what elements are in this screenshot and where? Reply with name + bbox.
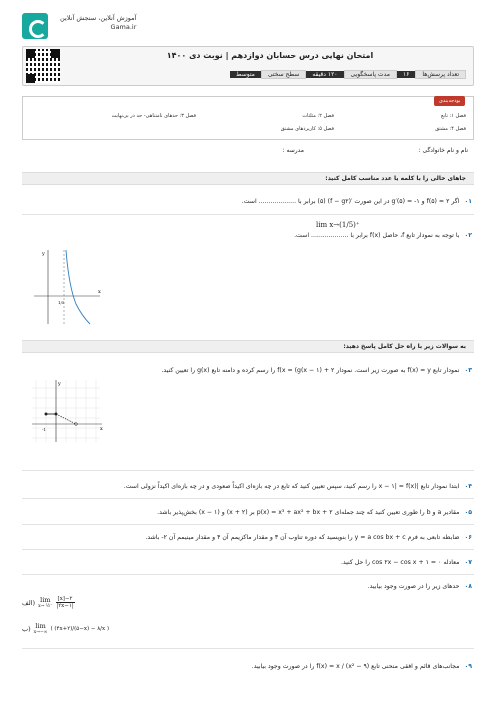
topic-item: فصل ۴: مشتق [435, 126, 466, 132]
question-text: حدهای زیر را در صورت وجود بیابید. [367, 583, 460, 590]
topic-item: فصل ۱: تابع [440, 113, 466, 119]
divider [22, 549, 474, 550]
point [55, 413, 58, 416]
question-1 [242, 197, 472, 206]
limit-expression: lim x→(1/5)⁺ [316, 221, 360, 229]
info-difficulty [230, 67, 306, 82]
question-text: معادله cos ۲x − cos x + ۱ = ۰ را حل کنید. [340, 559, 460, 566]
question-number: ۰۷ [464, 559, 472, 566]
part-label: ب) [22, 624, 31, 633]
school-field[interactable]: مدرسه : [282, 147, 304, 154]
question-number: ۰۸ [464, 583, 472, 590]
question-2 [294, 231, 472, 240]
question-text: مجانب‌های قائم و افقی منحنی تابع f(x) = x / (x² − ۹) را در صورت وجود بیابید. [251, 663, 460, 670]
info-value: ۱۶ [397, 71, 415, 78]
fraction-denominator: |۲x−۱| [56, 603, 74, 609]
lim-subscript: x→ ½⁻ [38, 604, 53, 609]
topics-card [22, 96, 474, 140]
info-label: مدت پاسخگویی [344, 70, 397, 79]
lim-word: lim [40, 596, 51, 604]
question-text: مقادیر a و b را طوری تعیین کنید که چند جمله‌ای p(x) = x³ + ax² + bx + ۲ بر (x + ۲) و (x − ۱) بخش‌پذیر باشد. [157, 509, 460, 516]
brand-tagline: آموزش آنلاین، سنجش آنلاین [60, 14, 137, 22]
question-text: نمودار تابع f(x) = y به صورت زیر است. نمودار ۲ + (۱ − f(x = (g(x را رسم کرده و دامنه تابع g(x) را تعیین کنید. [161, 367, 460, 374]
fraction-numerator: [x]−۲ [57, 596, 73, 602]
section-header: جاهای خالی را با کلمه یا عدد مناسب کامل کنید: [22, 172, 474, 185]
x-label: x [98, 289, 101, 295]
info-duration [306, 67, 397, 82]
open-point [75, 423, 77, 425]
graph-q2 [30, 246, 108, 328]
divider [22, 214, 474, 215]
question-number: ۰۴ [464, 483, 472, 490]
question-number: ۰۲ [464, 232, 472, 239]
part-label: الف) [22, 598, 36, 607]
tick-label: 1/5 [58, 300, 65, 305]
point [45, 413, 48, 416]
topic-item: فصل ۳: حدهای نامتناهی- حد در بی‌نهایت [111, 113, 196, 119]
graph-q3 [28, 376, 108, 444]
topic-item: فصل ۵: کاربردهای مشتق [280, 126, 334, 132]
question-text: با توجه به نمودار تابع f، حاصل f(x) برابر با ................... است. [294, 232, 460, 239]
y-label: y [42, 251, 45, 257]
divider [22, 648, 474, 649]
info-value: ۱۲۰ دقیقه [306, 71, 343, 78]
question-3 [161, 366, 472, 375]
topics-badge: بودجه‌بندی [434, 96, 465, 106]
question-number: ۰۵ [464, 509, 472, 516]
lim-subscript: x→−∞ [33, 630, 48, 635]
question-number: ۰۱ [464, 198, 472, 205]
question-8 [368, 582, 472, 591]
question-6 [145, 533, 472, 542]
tick-label: -1 [42, 427, 46, 432]
curve [66, 250, 90, 324]
lim-word: lim [35, 622, 46, 630]
section-header: به سوالات زیر با راه حل کامل پاسخ دهید: [22, 340, 474, 353]
limit-expression: ( (۴x+۲)/(۵−x) − ۸/x ) [50, 625, 110, 632]
info-question-count [397, 67, 466, 82]
question-4 [124, 482, 472, 491]
question-text: اگر ۲ = (۵)f و ۱- = (۵)′g در این صورت ′(f − g۲) (۵) برابر با ................... است. [241, 198, 460, 205]
exam-title: امتحان نهایی درس حسابان دوازدهم | نوبت دی ۱۴۰۰ [166, 51, 374, 60]
topic-item: فصل ۲: مثلثات [302, 113, 334, 119]
question-number: ۰۳ [464, 367, 472, 374]
question-5 [157, 508, 472, 517]
divider [22, 470, 474, 471]
question-9 [252, 662, 472, 671]
question-number: ۰۹ [464, 663, 472, 670]
y-label: y [58, 381, 61, 387]
brand-text [60, 14, 136, 32]
q8-part-b [22, 622, 142, 635]
x-label: x [100, 426, 103, 432]
question-number: ۰۶ [464, 534, 472, 541]
divider [22, 498, 474, 499]
gama-logo [22, 13, 48, 39]
info-label: تعداد پرسش‌ها [415, 70, 466, 79]
question-7 [341, 558, 472, 567]
q8-part-a [22, 596, 132, 609]
exam-info-row [230, 67, 466, 82]
question-text: ابتدا نمودار تابع |x − ۱| = f(x) را رسم کنید، سپس تعیین کنید که تابع در چه بازه‌ای اکیداً صعودی و در چه بازه‌ای اکیداً نزولی است. [123, 483, 460, 490]
divider [22, 574, 474, 575]
divider [22, 524, 474, 525]
question-text: ضابطه تابعی به فرم y = a cos bx + c را بنویسید که دوره تناوب آن ۳ و مقدار ماکزیمم آن ۴ و مقدار مینیمم آن ۲- باشد. [145, 534, 460, 541]
brand-site: Gama.ir [110, 23, 137, 31]
info-value: متوسط [230, 71, 261, 78]
grid [32, 380, 100, 442]
qr-code [26, 49, 60, 83]
info-label: سطح سختی [261, 70, 306, 79]
student-name-field[interactable]: نام و نام خانوادگی : [418, 147, 468, 154]
